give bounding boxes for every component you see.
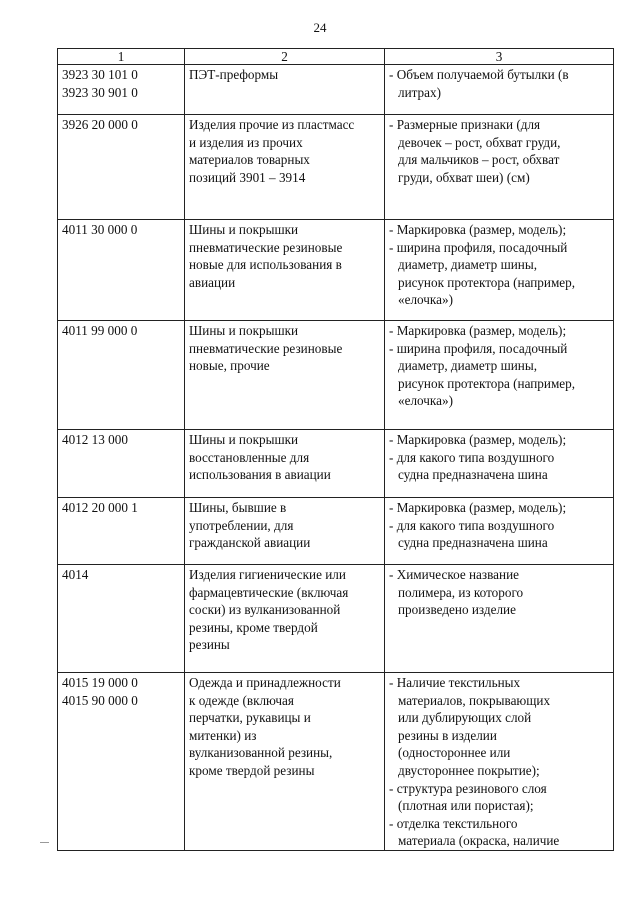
commodity-code: 4011 30 000 0 — [62, 222, 138, 237]
description-line: ПЭТ-преформы — [189, 67, 279, 82]
attribute-line: «елочка») — [398, 393, 453, 409]
description-cell — [185, 65, 385, 115]
column-header-2: 2 — [185, 49, 385, 65]
table-row — [58, 220, 614, 321]
description-line: восстановленные для — [189, 449, 310, 465]
attribute-line: - для какого типа воздушного — [389, 449, 555, 465]
attribute-item — [389, 674, 609, 780]
attribute-item — [389, 221, 609, 239]
attribute-item — [389, 566, 609, 619]
description-line: новые для использования в — [189, 257, 342, 273]
attributes-cell — [385, 65, 614, 115]
code-cell — [58, 220, 185, 321]
attribute-line: судна предназначена шина — [398, 467, 548, 483]
attribute-item — [389, 815, 609, 850]
attributes-cell — [385, 673, 614, 851]
description-line: и изделия из прочих — [189, 134, 303, 150]
attribute-line: девочек – рост, обхват груди, — [398, 134, 561, 150]
commodity-code: 4012 13 000 — [62, 432, 128, 447]
attribute-line: полимера, из которого — [398, 584, 524, 600]
attributes-cell — [385, 321, 614, 430]
attribute-line: диаметр, диаметр шины, — [398, 257, 537, 273]
description-cell — [185, 430, 385, 498]
table-row — [58, 115, 614, 220]
column-header-1: 1 — [58, 49, 185, 65]
description-line: пневматические резиновые — [189, 340, 343, 356]
attribute-line: - Химическое название — [389, 567, 519, 582]
attributes-cell — [385, 430, 614, 498]
attribute-line: - Маркировка (размер, модель); — [389, 222, 567, 237]
attribute-item — [389, 431, 609, 449]
code-cell — [58, 321, 185, 430]
description-cell — [185, 673, 385, 851]
description-cell — [185, 321, 385, 430]
attribute-line: - Объем получаемой бутылки (в — [389, 67, 569, 82]
description-line: Изделия гигиенические или — [189, 567, 346, 582]
attribute-line: - ширина профиля, посадочный — [389, 340, 568, 356]
margin-mark — [40, 842, 49, 843]
description-cell — [185, 498, 385, 565]
table-body — [58, 65, 614, 851]
table-row — [58, 498, 614, 565]
description-line: употреблении, для — [189, 517, 294, 533]
commodity-table — [57, 48, 614, 851]
description-line: новые, прочие — [189, 358, 270, 374]
attribute-line: - отделка текстильного — [389, 815, 518, 831]
description-line: перчатки, рукавицы и — [189, 710, 311, 726]
attribute-line: (плотная или пористая); — [398, 798, 534, 814]
attribute-line: - Наличие текстильных — [389, 675, 521, 690]
commodity-code: 3923 30 901 0 — [62, 84, 138, 100]
description-line: материалов товарных — [189, 152, 310, 168]
description-line: Изделия прочие из пластмасс — [189, 117, 355, 132]
attribute-line: судна предназначена шина — [398, 535, 548, 551]
attribute-line: - Маркировка (размер, модель); — [389, 500, 567, 515]
table-row — [58, 565, 614, 673]
attributes-cell — [385, 498, 614, 565]
commodity-code: 4014 — [62, 567, 89, 582]
description-line: авиации — [189, 274, 236, 290]
column-header-3: 3 — [385, 49, 614, 65]
description-cell — [185, 220, 385, 321]
description-line: гражданской авиации — [189, 535, 311, 551]
commodity-code: 3926 20 000 0 — [62, 117, 138, 132]
attributes-cell — [385, 565, 614, 673]
description-line: фармацевтические (включая — [189, 584, 349, 600]
attribute-line: или дублирующих слой — [398, 710, 532, 726]
commodity-code: 4012 20 000 1 — [62, 500, 138, 515]
table-row — [58, 65, 614, 115]
attribute-line: рисунок протектора (например, — [398, 274, 576, 290]
table-row — [58, 673, 614, 851]
attribute-line: - ширина профиля, посадочный — [389, 239, 568, 255]
code-cell — [58, 65, 185, 115]
code-cell — [58, 430, 185, 498]
attribute-item — [389, 340, 609, 410]
commodity-code: 4015 90 000 0 — [62, 692, 138, 708]
table-row — [58, 321, 614, 430]
description-line: к одежде (включая — [189, 692, 294, 708]
commodity-code: 4015 19 000 0 — [62, 675, 138, 690]
description-line: Шины, бывшие в — [189, 500, 287, 515]
attribute-item — [389, 517, 609, 552]
attribute-item — [389, 239, 609, 309]
attribute-line: - Маркировка (размер, модель); — [389, 323, 567, 338]
description-line: резины, кроме твердой — [189, 619, 318, 635]
attribute-item — [389, 499, 609, 517]
attribute-item — [389, 322, 609, 340]
attribute-line: «елочка») — [398, 292, 453, 308]
commodity-code: 3923 30 101 0 — [62, 67, 138, 82]
attribute-line: двустороннее покрытие); — [398, 762, 540, 778]
attribute-line: (одностороннее или — [398, 745, 511, 761]
attribute-line: материалов, покрывающих — [398, 692, 551, 708]
attribute-line: груди, обхват шеи) (см) — [398, 169, 530, 185]
commodity-code: 4011 99 000 0 — [62, 323, 138, 338]
code-cell — [58, 498, 185, 565]
description-line: позиций 3901 – 3914 — [189, 169, 306, 185]
attribute-item — [389, 66, 609, 101]
attribute-line: - Маркировка (размер, модель); — [389, 432, 567, 447]
description-line: пневматические резиновые — [189, 239, 343, 255]
code-cell — [58, 565, 185, 673]
page-number: 24 — [313, 20, 327, 35]
attribute-item — [389, 116, 609, 186]
attributes-cell — [385, 115, 614, 220]
description-line: резины — [189, 637, 230, 653]
attribute-line: диаметр, диаметр шины, — [398, 358, 537, 374]
attribute-item — [389, 780, 609, 815]
description-line: использования в авиации — [189, 467, 331, 483]
description-line: соски) из вулканизованной — [189, 602, 341, 618]
code-cell — [58, 673, 185, 851]
description-line: митенки) из — [189, 727, 257, 743]
description-line: кроме твердой резины — [189, 762, 315, 778]
attribute-line: - Размерные признаки (для — [389, 117, 541, 132]
attribute-line: - структура резинового слоя — [389, 780, 547, 796]
description-cell — [185, 565, 385, 673]
code-cell — [58, 115, 185, 220]
table-row — [58, 430, 614, 498]
description-line: Шины и покрышки — [189, 222, 299, 237]
attribute-line: рисунок протектора (например, — [398, 375, 576, 391]
description-line: вулканизованной резины, — [189, 745, 333, 761]
description-line: Шины и покрышки — [189, 323, 299, 338]
attribute-item — [389, 449, 609, 484]
attribute-line: материала (окраска, наличие — [398, 833, 560, 849]
table-header-row — [58, 49, 614, 65]
attribute-line: произведено изделие — [398, 602, 516, 618]
attribute-line: резины в изделии — [398, 727, 497, 743]
attribute-line: литрах) — [398, 84, 441, 100]
description-line: Шины и покрышки — [189, 432, 299, 447]
attributes-cell — [385, 220, 614, 321]
attribute-line: - для какого типа воздушного — [389, 517, 555, 533]
description-line: Одежда и принадлежности — [189, 675, 341, 690]
attribute-line: для мальчиков – рост, обхват — [398, 152, 560, 168]
description-cell — [185, 115, 385, 220]
